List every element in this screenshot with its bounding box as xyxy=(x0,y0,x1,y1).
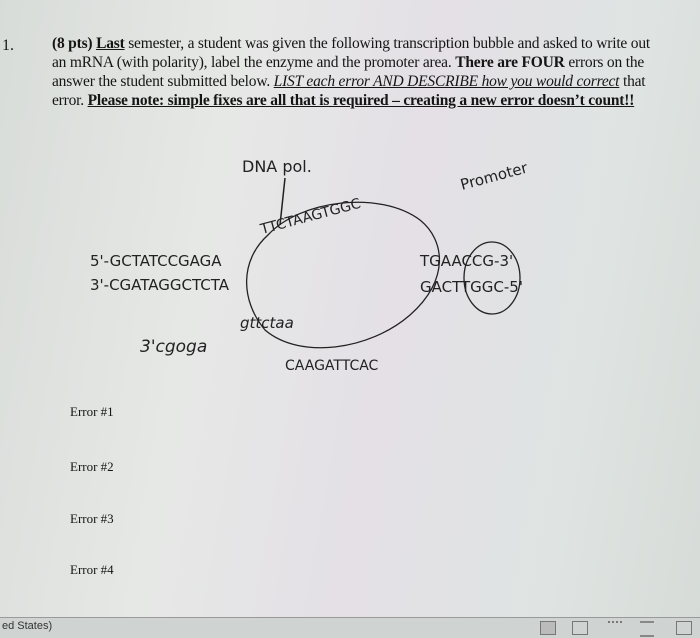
draft-icon[interactable] xyxy=(676,621,692,635)
points: (8 pts) xyxy=(52,35,93,52)
question-part3: that error. xyxy=(52,73,646,109)
question-part2: errors on the answer the student submitted below. xyxy=(52,54,645,90)
question-part1: semester, a student was given the following transcription bubble and asked to write out an mRNA (with polarity), label the enzyme and the promoter area. xyxy=(52,35,650,71)
lead-word: Last xyxy=(96,35,125,52)
question-number: 1. xyxy=(2,37,14,54)
outline-icon[interactable] xyxy=(640,621,654,637)
error-4-label: Error #4 xyxy=(70,562,114,577)
enzyme-label: DNA pol. xyxy=(242,157,312,176)
top-strand-left: 5'-GCTATCCGAGA xyxy=(90,252,222,270)
list-describe: LIST each error AND DESCRIBE how you would correct xyxy=(273,73,620,90)
bottom-strand-left: 3'-CGATAGGCTCTA xyxy=(90,276,230,294)
top-arc: TTCTAAGTGGC xyxy=(258,195,363,238)
bottom-arc: CAAGATTCAC xyxy=(285,358,379,374)
four-errors: There are FOUR xyxy=(455,54,565,71)
error-2-label: Error #2 xyxy=(70,459,114,474)
print-layout-icon[interactable] xyxy=(572,621,588,635)
error-3-label: Error #3 xyxy=(70,511,114,526)
top-strand-right: TGAACCG-3' xyxy=(420,252,514,270)
web-layout-icon[interactable] xyxy=(608,621,622,635)
mrna-left: 3'cgoga xyxy=(140,337,208,357)
promoter-label: Promoter xyxy=(458,158,530,194)
error-1-label: Error #1 xyxy=(70,404,114,419)
status-bar xyxy=(0,617,700,638)
note: Please note: simple fixes are all that is required – creating a new error doesn’t count!! xyxy=(87,92,635,109)
transcription-bubble-diagram xyxy=(0,130,700,390)
question-text xyxy=(52,34,652,110)
bottom-strand-right: GACTTGGC-5' xyxy=(420,278,523,296)
read-mode-icon[interactable] xyxy=(540,621,556,635)
mrna-mid: gttctaa xyxy=(240,314,294,332)
language-status[interactable]: ed States) xyxy=(2,620,53,632)
